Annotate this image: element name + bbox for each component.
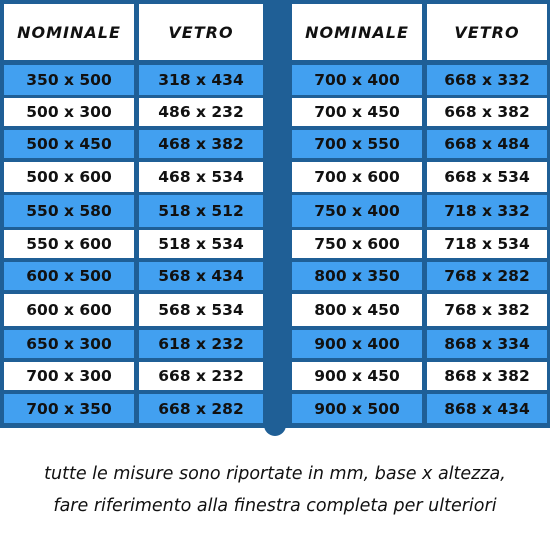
left-vetro-cell: 668 x 282 bbox=[139, 394, 263, 423]
left-nominale-cell: 650 x 300 bbox=[4, 330, 134, 358]
left-vetro-cell: 668 x 232 bbox=[139, 362, 263, 390]
right-nominale-cell: 700 x 550 bbox=[292, 130, 422, 158]
left-nominale-cell: 550 x 600 bbox=[4, 230, 134, 258]
left-vetro-cell: 518 x 534 bbox=[139, 230, 263, 258]
right-nominale-cell: 700 x 400 bbox=[292, 65, 422, 95]
left-vetro-cell: 486 x 232 bbox=[139, 98, 263, 126]
right-nominale-cell: 700 x 450 bbox=[292, 98, 422, 126]
right-nominale-cell: 800 x 450 bbox=[292, 294, 422, 326]
left-nominale-cell: 350 x 500 bbox=[4, 65, 134, 95]
left-nominale-cell: 600 x 500 bbox=[4, 262, 134, 290]
left-vetro-cell: 318 x 434 bbox=[139, 65, 263, 95]
center-divider bbox=[264, 0, 286, 436]
right-vetro-cell: 668 x 332 bbox=[427, 65, 547, 95]
right-vetro-cell: 718 x 332 bbox=[427, 195, 547, 227]
left-nominale-cell: 500 x 600 bbox=[4, 162, 134, 192]
left-header-vetro: VETRO bbox=[139, 4, 263, 60]
right-vetro-cell: 768 x 382 bbox=[427, 294, 547, 326]
right-nominale-cell: 700 x 600 bbox=[292, 162, 422, 192]
left-nominale-cell: 700 x 300 bbox=[4, 362, 134, 390]
left-vetro-cell: 568 x 534 bbox=[139, 294, 263, 326]
left-nominale-cell: 500 x 300 bbox=[4, 98, 134, 126]
right-nominale-cell: 800 x 350 bbox=[292, 262, 422, 290]
right-vetro-cell: 668 x 382 bbox=[427, 98, 547, 126]
right-vetro-cell: 868 x 334 bbox=[427, 330, 547, 358]
left-vetro-cell: 568 x 434 bbox=[139, 262, 263, 290]
note-line-1: tutte le misure sono riportate in mm, base x altezza, bbox=[44, 464, 506, 484]
left-nominale-cell: 550 x 580 bbox=[4, 195, 134, 227]
left-vetro-cell: 468 x 534 bbox=[139, 162, 263, 192]
left-header-nominale: NOMINALE bbox=[4, 4, 134, 60]
right-header-vetro: VETRO bbox=[427, 4, 547, 60]
right-header-nominale: NOMINALE bbox=[292, 4, 422, 60]
right-vetro-cell: 718 x 534 bbox=[427, 230, 547, 258]
left-vetro-cell: 468 x 382 bbox=[139, 130, 263, 158]
left-nominale-cell: 600 x 600 bbox=[4, 294, 134, 326]
left-nominale-cell: 500 x 450 bbox=[4, 130, 134, 158]
right-nominale-cell: 900 x 500 bbox=[292, 394, 422, 423]
left-vetro-cell: 618 x 232 bbox=[139, 330, 263, 358]
right-nominale-cell: 750 x 600 bbox=[292, 230, 422, 258]
right-vetro-cell: 668 x 534 bbox=[427, 162, 547, 192]
right-nominale-cell: 900 x 450 bbox=[292, 362, 422, 390]
right-vetro-cell: 868 x 382 bbox=[427, 362, 547, 390]
right-nominale-cell: 900 x 400 bbox=[292, 330, 422, 358]
right-nominale-cell: 750 x 400 bbox=[292, 195, 422, 227]
note-line-2: fare riferimento alla finestra completa per ulteriori bbox=[53, 496, 497, 516]
right-vetro-cell: 668 x 484 bbox=[427, 130, 547, 158]
right-vetro-cell: 768 x 282 bbox=[427, 262, 547, 290]
left-vetro-cell: 518 x 512 bbox=[139, 195, 263, 227]
measurement-note bbox=[0, 458, 550, 522]
left-nominale-cell: 700 x 350 bbox=[4, 394, 134, 423]
right-vetro-cell: 868 x 434 bbox=[427, 394, 547, 423]
